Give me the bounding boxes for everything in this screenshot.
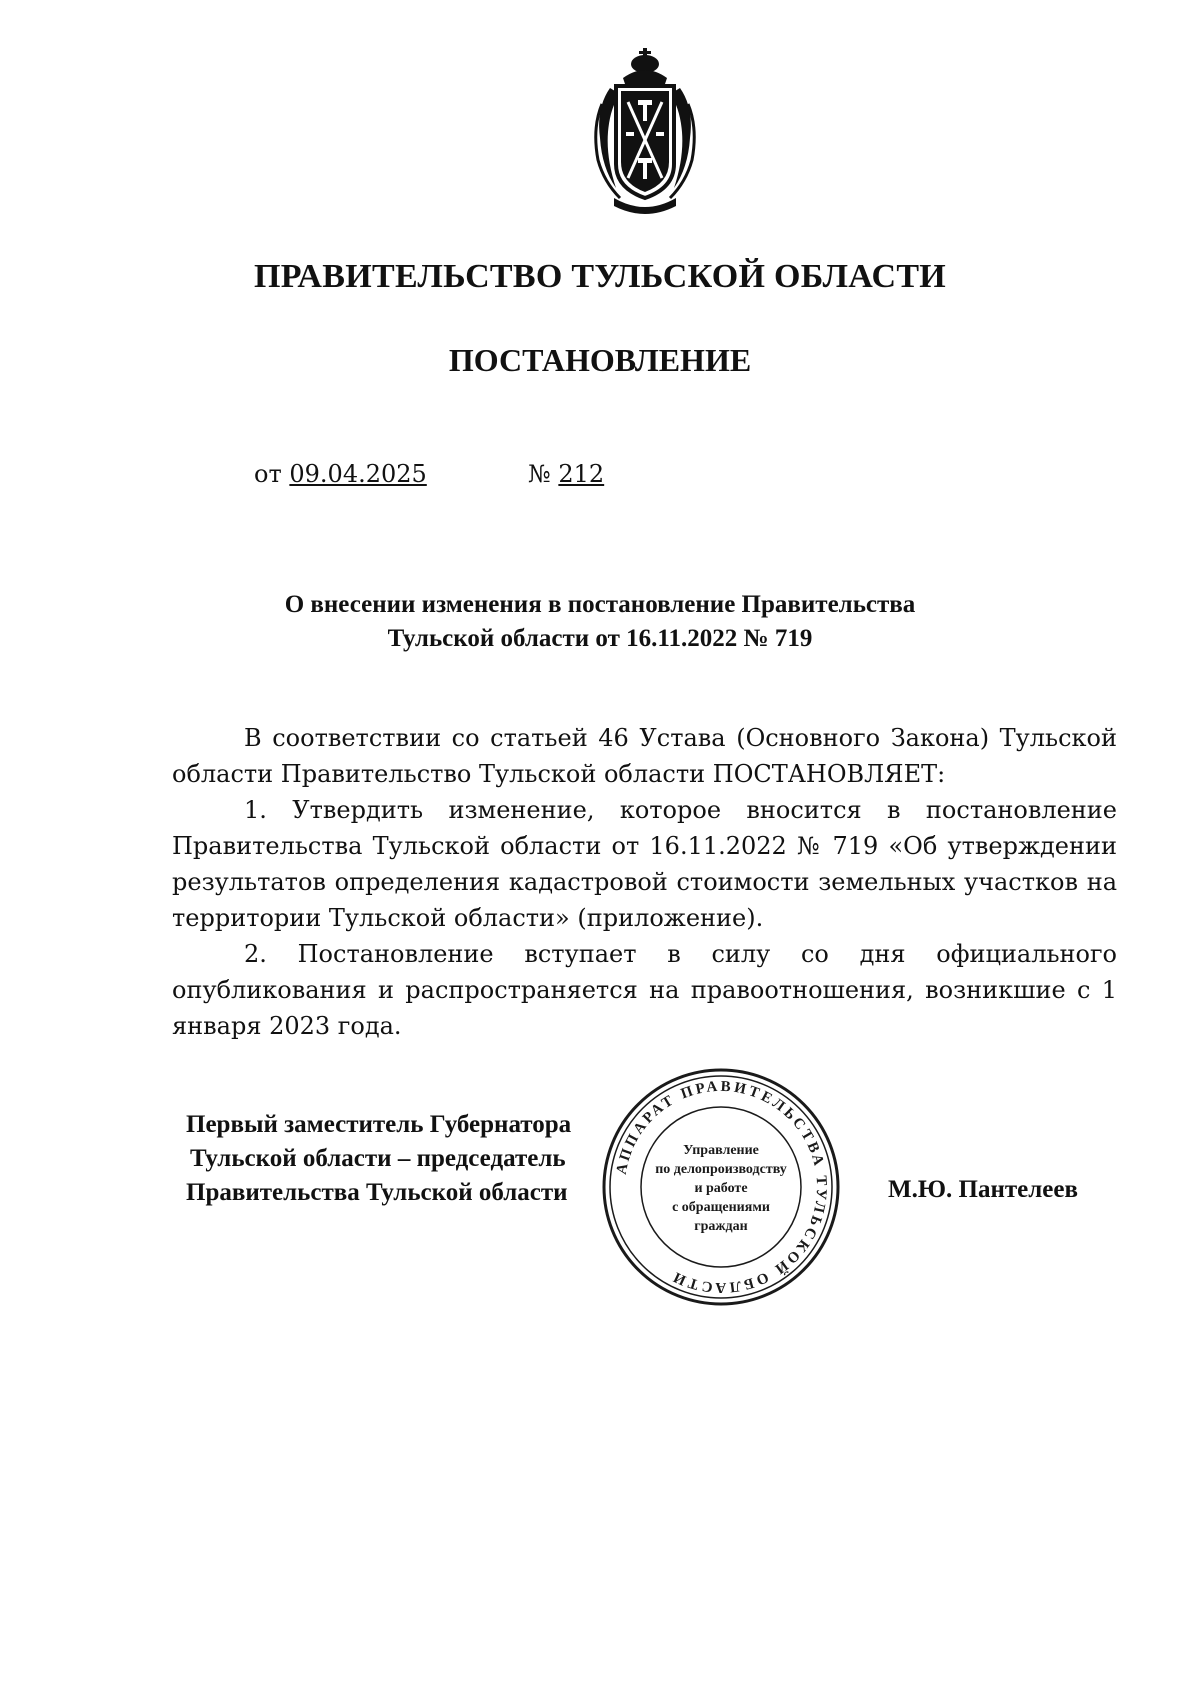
date-value: 09.04.2025 xyxy=(289,460,427,488)
number-value: 212 xyxy=(558,460,605,488)
official-stamp xyxy=(600,1066,842,1308)
stamp-center-line: граждан xyxy=(694,1219,748,1234)
document-type-heading: ПОСТАНОВЛЕНИЕ xyxy=(448,342,752,378)
body-paragraph: 1. Утвердить изменение, которое вносится в постановление Правительства Тульской области от 16.11.2022 № 719 «Об утверждении результатов определения кадастровой стоимости земельных участков на территории Тульской области» (приложение). xyxy=(172,796,1117,932)
signatory-name: М.Ю. Пантелеев xyxy=(888,1176,1078,1203)
number-prefix: № xyxy=(528,460,551,488)
stamp-center-line: Управление xyxy=(683,1143,759,1158)
document-subject xyxy=(150,588,1050,656)
document-date xyxy=(254,460,427,488)
subject-line: Тульской области от 16.11.2022 № 719 xyxy=(387,625,813,652)
organization-title: ПРАВИТЕЛЬСТВО ТУЛЬСКОЙ ОБЛАСТИ xyxy=(253,258,947,295)
stamp-center-line: и работе xyxy=(694,1181,748,1196)
document-body xyxy=(172,720,1117,1044)
stamp-center-line: по делопроизводству xyxy=(655,1162,787,1177)
document-number xyxy=(528,460,604,488)
stamp-ring-text: АППАРАТ ПРАВИТЕЛЬСТВА ТУЛЬСКОЙ ОБЛАСТИ xyxy=(613,1078,830,1296)
date-prefix: от xyxy=(254,460,282,488)
subject-line: О внесении изменения в постановление Правительства xyxy=(284,591,916,618)
position-line: Тульской области – председатель xyxy=(190,1145,566,1172)
coat-of-arms-emblem xyxy=(590,48,700,218)
body-paragraph: В соответствии со статьей 46 Устава (Основного Закона) Тульской области Правительство Тульской области ПОСТАНОВЛЯЕТ: xyxy=(172,724,1117,788)
body-paragraph: 2. Постановление вступает в силу со дня официального опубликования и распространяется на правоотношения, возникшие с 1 января 2023 года. xyxy=(172,940,1117,1040)
signatory-position xyxy=(186,1108,571,1210)
position-line: Первый заместитель Губернатора xyxy=(186,1111,572,1138)
position-line: Правительства Тульской области xyxy=(186,1179,568,1206)
stamp-center-line: с обращениями xyxy=(672,1200,770,1215)
